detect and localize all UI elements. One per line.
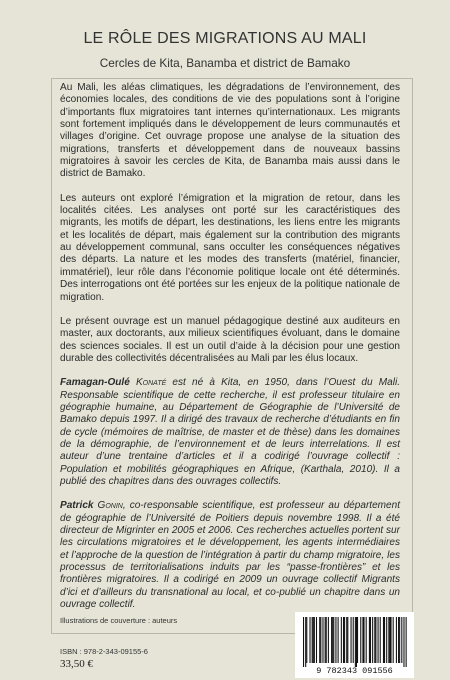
price: 33,50 €: [60, 658, 93, 670]
barcode-bar: [346, 617, 347, 663]
barcode-bar: [401, 617, 402, 663]
barcode-bar: [351, 617, 352, 663]
book-title: LE RÔLE DES MIGRATIONS AU MALI: [83, 30, 367, 47]
barcode-bar: [312, 617, 313, 663]
summary-paragraph-1: Au Mali, les aléas climatiques, les dégradations de l’environnement, des économies locales, des conditions de vie des populations sont à l’origine d’importants flux migratoires tant internes qu’internationaux. Les migrants sont fortement impliqués dans le développement de leurs communautés et villages d’origine. Cet ouvrage propose une analyse de la situation des migrations, transferts et développement dans de nouveaux bassins migratoires à savoir les cercles de Kita, de Banamba mais aussi dans le district de Bamako.: [60, 82, 400, 180]
barcode-bar: [344, 617, 345, 663]
barcode-bar: [353, 617, 354, 663]
barcode-bar: [322, 617, 323, 663]
author-last-name: Gonin: [97, 500, 123, 512]
barcode-bar: [375, 617, 376, 663]
barcode-bar: [384, 617, 385, 663]
author-first-name: Patrick: [60, 500, 94, 512]
barcode-bar: [372, 617, 373, 663]
author-bio-text: , co-responsable scientifique, est professeur au département de géographie de l’Université de Poitiers depuis novembre 1998. Il a été directeur de Migrinter en 2005 et 2006. Ces recherches actuelles portent sur les circulations migratoires et le développement, les agents intermédiaires et l’approche de la question de l’intégration à partir du champ migratoire, les processus de territorialisations induits par les “passe-frontières” et les frontières migratoires. Il a codirigé en 2009 un ouvrage collectif Migrants d’ici et d’ailleurs du transnational au local, et co-publié un chapitre dans un ouvrage collectif.: [60, 500, 400, 611]
barcode-bar: [390, 617, 391, 663]
book-subtitle: Cercles de Kita, Banamba et district de Bamako: [99, 56, 351, 70]
barcode-bar: [386, 617, 387, 663]
summary-paragraph-3: Le présent ouvrage est un manuel pédagogique destiné aux auditeurs en master, aux doctorants, aux milieux scientifiques évoluant, dans le domaine des sciences sociales. Il est un outil d’aide à la décision pour une gestion durable des collectivités décentralisées au Mali par les élus locaux.: [60, 315, 400, 364]
barcode-bar: [362, 617, 363, 663]
barcode-bar: [389, 617, 390, 663]
barcode-bar: [378, 617, 379, 663]
author-bio-konate: [60, 377, 400, 488]
barcode-bar: [393, 617, 394, 663]
author-bio-gonin: [60, 500, 400, 611]
barcode-bar: [398, 617, 399, 663]
barcode-bar: [357, 617, 358, 663]
barcode-bar: [305, 617, 306, 667]
barcode-bar: [314, 617, 315, 663]
barcode-bar: [313, 617, 314, 663]
barcode-bar: [328, 617, 329, 663]
isbn: ISBN : 978-2-343-09155-6: [60, 647, 148, 656]
barcode-bar: [356, 617, 357, 667]
barcode-bar: [374, 617, 375, 663]
barcode-bar: [369, 617, 370, 663]
barcode-bar: [366, 617, 367, 663]
barcode-bar: [309, 617, 310, 663]
barcode-bar: [303, 617, 304, 667]
author-last-name: Konaté: [135, 377, 167, 389]
author-first-name: Famagan-Oulé: [60, 377, 130, 389]
barcode-bar: [399, 617, 400, 663]
back-cover-text: [60, 82, 400, 611]
summary-paragraph-2: Les auteurs ont exploré l’émigration et la migration de retour, dans les localités citées. Les analyses ont porté sur les caractéristiques des migrants, les motifs de départ, les destinations, les liens entre les migrants et les localités de départ, mais également sur la contribution des migrants au développement communal, sans occulter les conséquences négatives des départs. La nature et les modes des transferts (matériel, financier, immatériel), leur rôle dans l’économie politique locale ont été déterminés. Des interrogations ont été portées sur les enjeux de la politique nationale de migration.: [60, 192, 400, 303]
barcode: [295, 612, 414, 678]
barcode-bar: [332, 617, 333, 663]
barcode-bar: [355, 617, 356, 667]
barcode-bar: [335, 617, 336, 663]
barcode-bar: [325, 617, 326, 663]
barcode-digits: 9 782343 091556: [316, 666, 393, 676]
barcode-bar: [338, 617, 339, 663]
barcode-bar: [306, 617, 307, 663]
cover-header: [0, 30, 450, 70]
barcode-bar: [320, 617, 321, 663]
barcode-bar: [341, 617, 342, 663]
barcode-bar: [383, 617, 384, 663]
barcode-bar: [396, 617, 397, 663]
barcode-bar: [343, 617, 344, 663]
barcode-bar: [316, 617, 317, 663]
barcode-bar: [333, 617, 334, 663]
barcode-bar: [388, 617, 389, 663]
barcode-bar: [363, 617, 364, 663]
barcode-bar: [347, 617, 348, 663]
barcode-bar: [326, 617, 327, 663]
barcode-bar: [406, 617, 407, 667]
barcode-bar: [319, 617, 320, 663]
barcode-bar: [380, 617, 381, 663]
barcode-bar: [370, 617, 371, 663]
barcode-bar: [331, 617, 332, 663]
author-bio-text: est né à Kita, en 1950, dans l’Ouest du Mali. Responsable scientifique de cette recherche, il est professeur titulaire en géographie humaine, au Département de Géographie de l’Université de Bamako depuis 1997. Il a dirigé des travaux de recherche d’étudiants en fin de cycle (mémoires de maîtrise, de master et de thèse) dans les domaines de la démographie, de l’environnement et de leurs interrelations. Il est auteur d’une trentaine d’articles et il a codirigé l’ouvrage collectif : Population et mobilités géographiques en Afrique, (Karthala, 2010). Il a publié des chapitres dans des ouvrages collectifs.: [60, 377, 400, 487]
barcode-bar: [360, 617, 361, 663]
cover-credits: Illustrations de couverture : auteurs: [60, 616, 178, 625]
barcode-bar: [403, 617, 404, 667]
